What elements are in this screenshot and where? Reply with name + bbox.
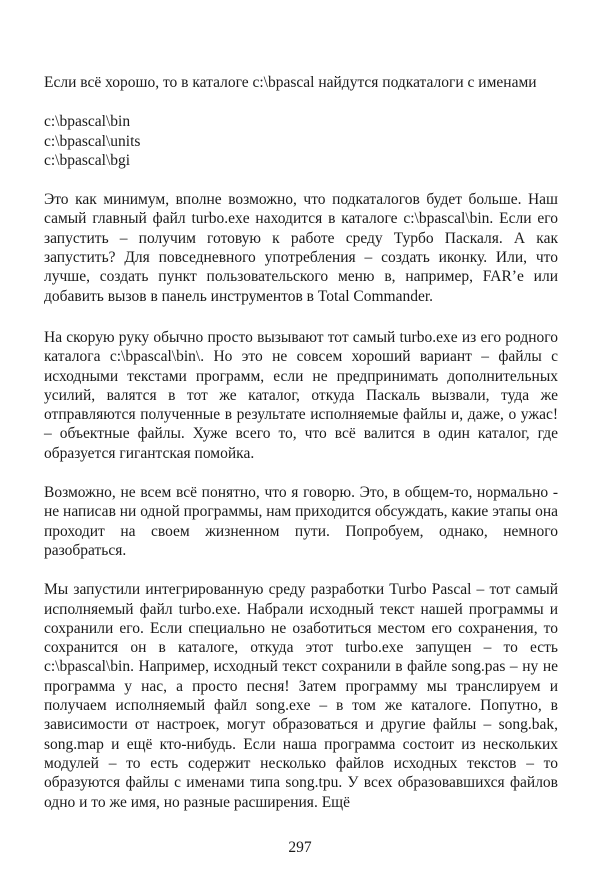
page-number: 297 bbox=[288, 839, 312, 856]
paragraph-explanation: Возможно, не всем всё понятно, что я говорю. Это, в общем-то, нормально - не написав ни одной программы, нам приходится обсуждать, какие этапы она проходит на своем жизненном пути. Попробуем, однако, немного разобраться. bbox=[44, 484, 558, 559]
page-body bbox=[44, 73, 558, 832]
paragraph-turbo-exe: Это как минимум, вполне возможно, что подкаталогов будет больше. Наш самый главный файл turbo.exe находится в каталоге c:\bpascal\bin. Если его запустить – получим готовую к работе среду Турбо Паскаля. А как запустить? Для повседневного употребления – создать иконку. Или, что лучше, создать пункт пользовательского меню в, например, FAR’е или добавить вызов в панель инструментов в Total Commander. bbox=[44, 191, 558, 305]
directory-path: c:\bpascal\bin bbox=[44, 113, 131, 131]
directory-list bbox=[44, 112, 558, 170]
directory-path: c:\bpascal\units bbox=[44, 132, 141, 150]
paragraph-ide-workflow: Мы запустили интегрированную среду разработки Turbo Pascal – тот самый исполняемый файл turbo.exe. Набрали исходный текст нашей программы и сохранили его. Если специально не озаботиться местом его сохранения, то сохранится он в каталоге, откуда этот turbo.exe запущен – то есть c:\bpascal\bin. Например, исходный текст сохранили в файле song.pas – ну не программа у нас, а просто песня! Затем программу мы транслируем и получаем исполняемый файл song.exe – в том же каталоге. Попутно, в зависимости от настроек, могут образоваться и другие файлы – song.bak, song.map и ещё кто-нибудь. Если наша программа состоит из нескольких модулей – то есть содержит несколько файлов исходных текстов – то образуются файлы с именами типа song.tpu. У всех образовавшихся файлов одно и то же имя, но разные расширения. Ещё bbox=[44, 581, 558, 811]
paragraph-intro: Если всё хорошо, то в каталоге c:\bpascal найдутся подкаталоги с именами bbox=[44, 74, 537, 91]
paragraph-quick-launch: На скорую руку обычно просто вызывают тот самый turbo.exe из его родного каталога c:\bpascal\bin\. Но это не совсем хороший вариант – файлы с исходными текстами программ, если не предпринимать дополнительных усилий, валятся в тот же каталог, откуда Паскаль вызвали, туда же отправляются полученные в результате исполняемые файлы и, даже, о ужас! – объектные файлы. Хуже всего то, что всё валится в один каталог, где образуется гигантская помойка. bbox=[44, 328, 558, 462]
directory-path: c:\bpascal\bgi bbox=[44, 151, 131, 169]
